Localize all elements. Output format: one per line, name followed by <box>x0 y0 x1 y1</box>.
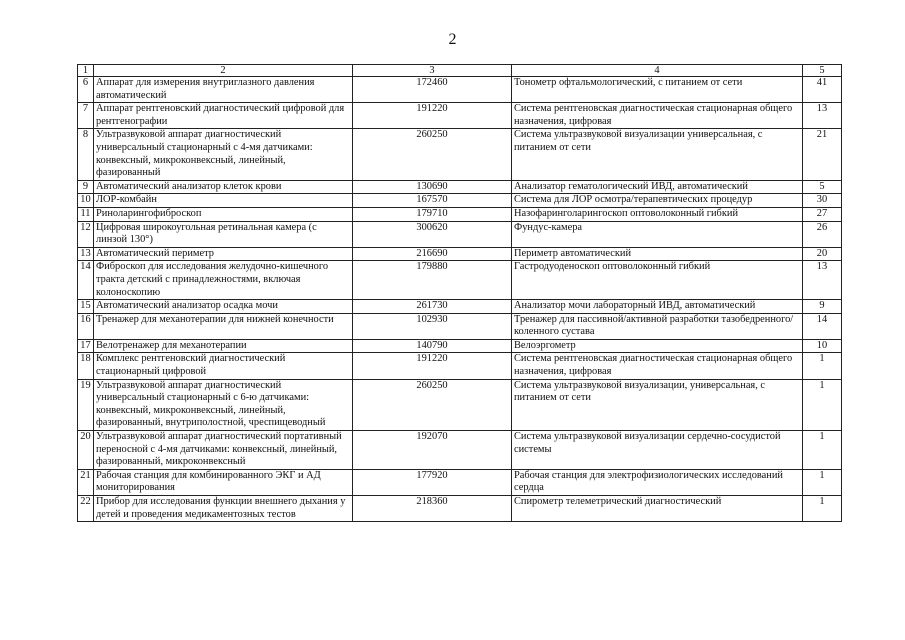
table-row <box>78 353 842 379</box>
row-number: 11 <box>78 207 94 221</box>
equipment-code: 300620 <box>353 221 512 247</box>
equipment-code: 179880 <box>353 261 512 300</box>
equipment-quantity: 30 <box>803 194 842 208</box>
equipment-name: Цифровая широкоугольная ретинальная камера (с линзой 130°) <box>94 221 353 247</box>
equipment-quantity: 13 <box>803 103 842 129</box>
table-row <box>78 300 842 314</box>
row-number: 14 <box>78 261 94 300</box>
equipment-quantity: 9 <box>803 300 842 314</box>
equipment-code: 218360 <box>353 496 512 522</box>
row-number: 18 <box>78 353 94 379</box>
table-row <box>78 129 842 180</box>
header-col-number: 1 <box>78 65 94 77</box>
table-body <box>78 77 842 522</box>
equipment-type: Анализатор гематологический ИВД, автоматический <box>512 180 803 194</box>
table-header-row <box>78 65 842 77</box>
equipment-name: Ультразвуковой аппарат диагностический универсальный стационарный с 4-мя датчиками: конвексный, микроконвексный, линейный, фазированный <box>94 129 353 180</box>
table-row <box>78 431 842 470</box>
header-col-type: 4 <box>512 65 803 77</box>
equipment-code: 191220 <box>353 353 512 379</box>
equipment-code: 261730 <box>353 300 512 314</box>
equipment-quantity: 27 <box>803 207 842 221</box>
equipment-code: 130690 <box>353 180 512 194</box>
equipment-type: Спирометр телеметрический диагностический <box>512 496 803 522</box>
row-number: 7 <box>78 103 94 129</box>
equipment-type: Фундус-камера <box>512 221 803 247</box>
equipment-type: Гастродуоденоскоп оптоволоконный гибкий <box>512 261 803 300</box>
table-row <box>78 103 842 129</box>
equipment-code: 179710 <box>353 207 512 221</box>
equipment-type: Рабочая станция для электрофизиологических исследований сердца <box>512 469 803 495</box>
equipment-type: Система для ЛОР осмотра/терапевтических процедур <box>512 194 803 208</box>
header-col-quantity: 5 <box>803 65 842 77</box>
row-number: 16 <box>78 313 94 339</box>
equipment-code: 167570 <box>353 194 512 208</box>
table-row <box>78 379 842 430</box>
equipment-quantity: 41 <box>803 77 842 103</box>
equipment-name: Аппарат рентгеновский диагностический цифровой для рентгенографии <box>94 103 353 129</box>
equipment-name: Прибор для исследования функции внешнего дыхания у детей и проведения медикаментозных тестов <box>94 496 353 522</box>
equipment-code: 191220 <box>353 103 512 129</box>
row-number: 10 <box>78 194 94 208</box>
header-col-name: 2 <box>94 65 353 77</box>
row-number: 15 <box>78 300 94 314</box>
equipment-quantity: 5 <box>803 180 842 194</box>
row-number: 6 <box>78 77 94 103</box>
equipment-name: Ультразвуковой аппарат диагностический портативный переносной с 4-мя датчиками: конвексный, линейный, фазированный, микроконвексный <box>94 431 353 470</box>
table-row <box>78 180 842 194</box>
equipment-type: Назофаринголарингоскоп оптоволоконный гибкий <box>512 207 803 221</box>
equipment-name: Ультразвуковой аппарат диагностический универсальный стационарный с 6-ю датчиками: конвексный, микроконвексный, линейный, фазированный, внутриполостной, чреспищеводный <box>94 379 353 430</box>
row-number: 22 <box>78 496 94 522</box>
equipment-quantity: 1 <box>803 469 842 495</box>
equipment-code: 177920 <box>353 469 512 495</box>
row-number: 9 <box>78 180 94 194</box>
equipment-type: Тренажер для пассивной/активной разработки тазобедренного/коленного сустава <box>512 313 803 339</box>
equipment-table <box>77 64 842 522</box>
equipment-code: 192070 <box>353 431 512 470</box>
equipment-name: Автоматический периметр <box>94 247 353 261</box>
equipment-name: Рабочая станция для комбинированного ЭКГ и АД мониторирования <box>94 469 353 495</box>
table-row <box>78 339 842 353</box>
equipment-code: 260250 <box>353 129 512 180</box>
equipment-code: 172460 <box>353 77 512 103</box>
equipment-quantity: 1 <box>803 353 842 379</box>
equipment-type: Система ультразвуковой визуализации, универсальная, с питанием от сети <box>512 379 803 430</box>
table-row <box>78 247 842 261</box>
equipment-type: Периметр автоматический <box>512 247 803 261</box>
row-number: 8 <box>78 129 94 180</box>
equipment-quantity: 26 <box>803 221 842 247</box>
equipment-type: Система рентгеновская диагностическая стационарная общего назначения, цифровая <box>512 103 803 129</box>
equipment-code: 140790 <box>353 339 512 353</box>
row-number: 12 <box>78 221 94 247</box>
equipment-name: Комплекс рентгеновский диагностический стационарный цифровой <box>94 353 353 379</box>
equipment-quantity: 14 <box>803 313 842 339</box>
table-row <box>78 77 842 103</box>
table-row <box>78 207 842 221</box>
row-number: 19 <box>78 379 94 430</box>
equipment-name: Аппарат для измерения внутриглазного давления автоматический <box>94 77 353 103</box>
equipment-name: ЛОР-комбайн <box>94 194 353 208</box>
equipment-type: Система ультразвуковой визуализации сердечно-сосудистой системы <box>512 431 803 470</box>
equipment-name: Велотренажер для механотерапии <box>94 339 353 353</box>
equipment-quantity: 21 <box>803 129 842 180</box>
equipment-type: Анализатор мочи лабораторный ИВД, автоматический <box>512 300 803 314</box>
header-col-code: 3 <box>353 65 512 77</box>
equipment-name: Автоматический анализатор осадка мочи <box>94 300 353 314</box>
table-row <box>78 313 842 339</box>
table-row <box>78 261 842 300</box>
row-number: 21 <box>78 469 94 495</box>
row-number: 13 <box>78 247 94 261</box>
table-row <box>78 496 842 522</box>
equipment-quantity: 1 <box>803 431 842 470</box>
equipment-quantity: 20 <box>803 247 842 261</box>
equipment-name: Автоматический анализатор клеток крови <box>94 180 353 194</box>
equipment-name: Фиброскоп для исследования желудочно-кишечного тракта детский с принадлежностями, включая колоноскопию <box>94 261 353 300</box>
equipment-code: 260250 <box>353 379 512 430</box>
equipment-code: 216690 <box>353 247 512 261</box>
equipment-code: 102930 <box>353 313 512 339</box>
page-number: 2 <box>448 31 457 48</box>
equipment-type: Система рентгеновская диагностическая стационарная общего назначения, цифровая <box>512 353 803 379</box>
equipment-quantity: 13 <box>803 261 842 300</box>
equipment-name: Тренажер для механотерапии для нижней конечности <box>94 313 353 339</box>
row-number: 17 <box>78 339 94 353</box>
equipment-type: Велоэргометр <box>512 339 803 353</box>
table-row <box>78 194 842 208</box>
row-number: 20 <box>78 431 94 470</box>
equipment-type: Тонометр офтальмологический, с питанием от сети <box>512 77 803 103</box>
table-row <box>78 221 842 247</box>
equipment-quantity: 1 <box>803 379 842 430</box>
equipment-name: Риноларингофиброскоп <box>94 207 353 221</box>
equipment-type: Система ультразвуковой визуализации универсальная, с питанием от сети <box>512 129 803 180</box>
table-row <box>78 469 842 495</box>
equipment-quantity: 1 <box>803 496 842 522</box>
equipment-quantity: 10 <box>803 339 842 353</box>
